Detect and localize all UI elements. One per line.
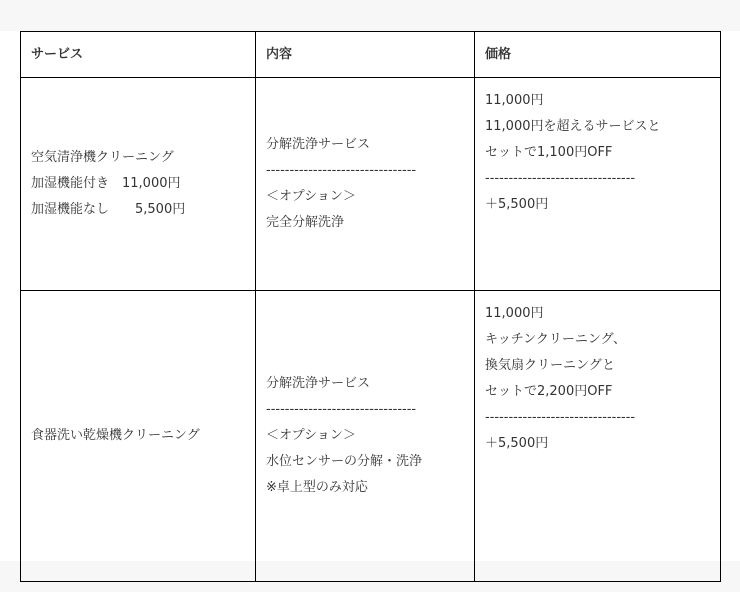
header-service: サービス: [21, 32, 256, 78]
header-price: 価格: [475, 32, 721, 78]
service-price-table: [20, 31, 721, 582]
option-note: ※卓上型のみ対応: [266, 480, 368, 495]
cell-content: [256, 78, 475, 291]
cell-price: [475, 291, 721, 582]
content-line: 分解洗浄サービス: [266, 376, 371, 391]
cell-service: [21, 78, 256, 291]
price-line: セットで2,200円OFF: [485, 384, 613, 399]
table-header-row: [21, 32, 721, 78]
option-price: ＋5,500円: [485, 436, 549, 451]
price-line: セットで1,100円OFF: [485, 145, 613, 160]
option-line: 完全分解洗浄: [266, 215, 345, 230]
header-content: 内容: [256, 32, 475, 78]
cell-service: [21, 291, 256, 582]
table-row: [21, 291, 721, 582]
price-line: 換気扇クリーニングと: [485, 358, 616, 373]
cell-price: [475, 78, 721, 291]
cell-content: [256, 291, 475, 582]
page-content: [0, 31, 740, 561]
price-line: 11,000円: [485, 93, 544, 108]
price-line: 11,000円を超えるサービスと: [485, 119, 661, 134]
content-line: 分解洗浄サービス: [266, 137, 371, 152]
option-heading: ＜オプション＞: [266, 189, 356, 204]
service-variant: 加湿機能なし 5,500円: [31, 202, 186, 217]
service-variant: 加湿機能付き 11,000円: [31, 176, 181, 191]
option-heading: ＜オプション＞: [266, 428, 356, 443]
option-price: ＋5,500円: [485, 197, 549, 212]
divider-line: --------------------------------: [485, 410, 636, 425]
divider-line: --------------------------------: [266, 402, 417, 417]
divider-line: --------------------------------: [266, 163, 417, 178]
divider-line: --------------------------------: [485, 171, 636, 186]
service-name: 空気清浄機クリーニング: [31, 150, 174, 165]
price-line: 11,000円: [485, 306, 544, 321]
option-line: 水位センサーの分解・洗浄: [266, 454, 423, 469]
table-row: [21, 78, 721, 291]
price-line: キッチンクリーニング、: [485, 332, 627, 347]
service-name: 食器洗い乾燥機クリーニング: [31, 428, 200, 443]
